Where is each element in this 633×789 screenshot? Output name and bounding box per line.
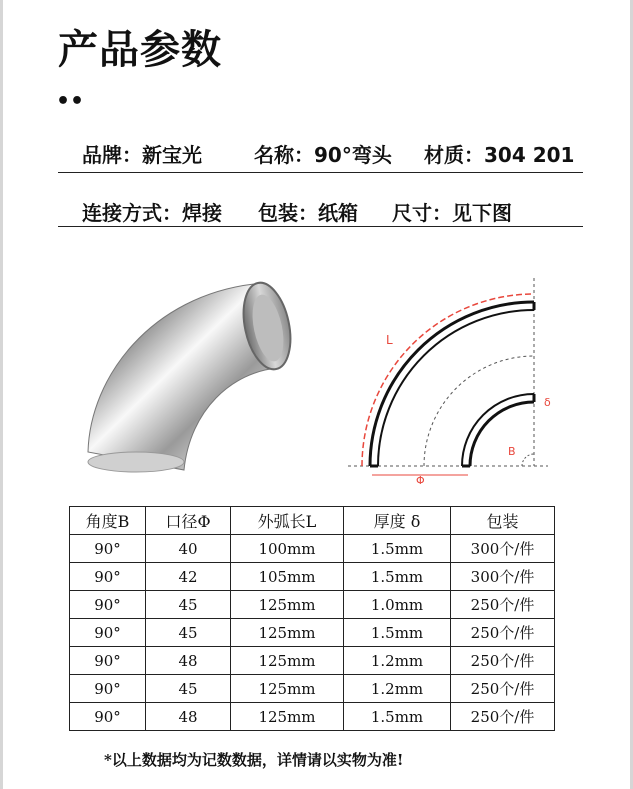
table-cell: 250个/件 — [451, 703, 555, 731]
outer-arc-length-line — [362, 294, 534, 466]
table-cell: 125mm — [231, 619, 344, 647]
b-label: B — [508, 445, 516, 458]
table-cell: 90° — [70, 703, 146, 731]
table-cell: 1.5mm — [344, 535, 451, 563]
table-row — [70, 703, 555, 731]
table-cell: 90° — [70, 563, 146, 591]
table-cell: 1.2mm — [344, 647, 451, 675]
table-cell: 90° — [70, 535, 146, 563]
table-cell: 48 — [146, 703, 231, 731]
table-row — [70, 647, 555, 675]
table-cell: 300个/件 — [451, 535, 555, 563]
inner-wall-outer — [462, 394, 534, 466]
table-cell: 90° — [70, 619, 146, 647]
table-cell: 250个/件 — [451, 675, 555, 703]
table-cell: 1.5mm — [344, 619, 451, 647]
table-row — [70, 675, 555, 703]
col-header: 厚度 δ — [344, 507, 451, 535]
table-cell: 250个/件 — [451, 591, 555, 619]
col-header: 角度B — [70, 507, 146, 535]
table-cell: 125mm — [231, 675, 344, 703]
table-cell: 48 — [146, 647, 231, 675]
spec-table — [69, 506, 555, 731]
table-row — [70, 619, 555, 647]
table-cell: 300个/件 — [451, 563, 555, 591]
table-cell: 1.5mm — [344, 563, 451, 591]
l-label: L — [386, 333, 393, 347]
page-left-edge — [0, 0, 3, 789]
table-cell: 45 — [146, 619, 231, 647]
brand-text: 品牌：新宝光 — [82, 143, 202, 167]
connection-text: 连接方式：焊接 — [82, 201, 222, 225]
table-cell: 1.2mm — [344, 675, 451, 703]
table-cell: 45 — [146, 675, 231, 703]
table-cell: 90° — [70, 647, 146, 675]
outer-wall — [370, 302, 534, 466]
footnote: *以上数据均为记数数据，详情请以实物为准! — [104, 751, 404, 769]
delta-label: δ — [544, 396, 551, 409]
product-name-text: 名称：90°弯头 — [254, 143, 392, 167]
bullet-dots: •• — [56, 89, 85, 114]
col-header: 口径Φ — [146, 507, 231, 535]
table-row — [70, 535, 555, 563]
elbow-dimension-diagram — [338, 270, 558, 486]
phi-label: Φ — [416, 474, 425, 486]
material-text: 材质：304 201 — [424, 143, 575, 167]
info-row-1 — [82, 139, 574, 168]
col-header: 外弧长L — [231, 507, 344, 535]
table-cell: 100mm — [231, 535, 344, 563]
table-row — [70, 563, 555, 591]
elbow-product-image — [82, 276, 294, 476]
divider-line — [58, 172, 583, 173]
table-header-row — [70, 507, 555, 535]
table-row — [70, 591, 555, 619]
col-header: 包装 — [451, 507, 555, 535]
table-cell: 1.0mm — [344, 591, 451, 619]
table-cell: 1.5mm — [344, 703, 451, 731]
table-cell: 105mm — [231, 563, 344, 591]
table-cell: 125mm — [231, 703, 344, 731]
table-cell: 250个/件 — [451, 619, 555, 647]
table-cell: 250个/件 — [451, 647, 555, 675]
page-title: 产品参数 — [58, 27, 222, 73]
inner-wall — [470, 402, 534, 466]
size-text: 尺寸：见下图 — [392, 201, 512, 225]
table-cell: 90° — [70, 675, 146, 703]
packaging-text: 包装：纸箱 — [258, 201, 358, 225]
table-cell: 125mm — [231, 647, 344, 675]
divider-line — [58, 226, 583, 227]
table-cell: 40 — [146, 535, 231, 563]
table-cell: 45 — [146, 591, 231, 619]
table-cell: 42 — [146, 563, 231, 591]
table-cell: 125mm — [231, 591, 344, 619]
table-cell: 90° — [70, 591, 146, 619]
centerline-arc — [424, 356, 534, 466]
info-row-2 — [82, 197, 512, 226]
